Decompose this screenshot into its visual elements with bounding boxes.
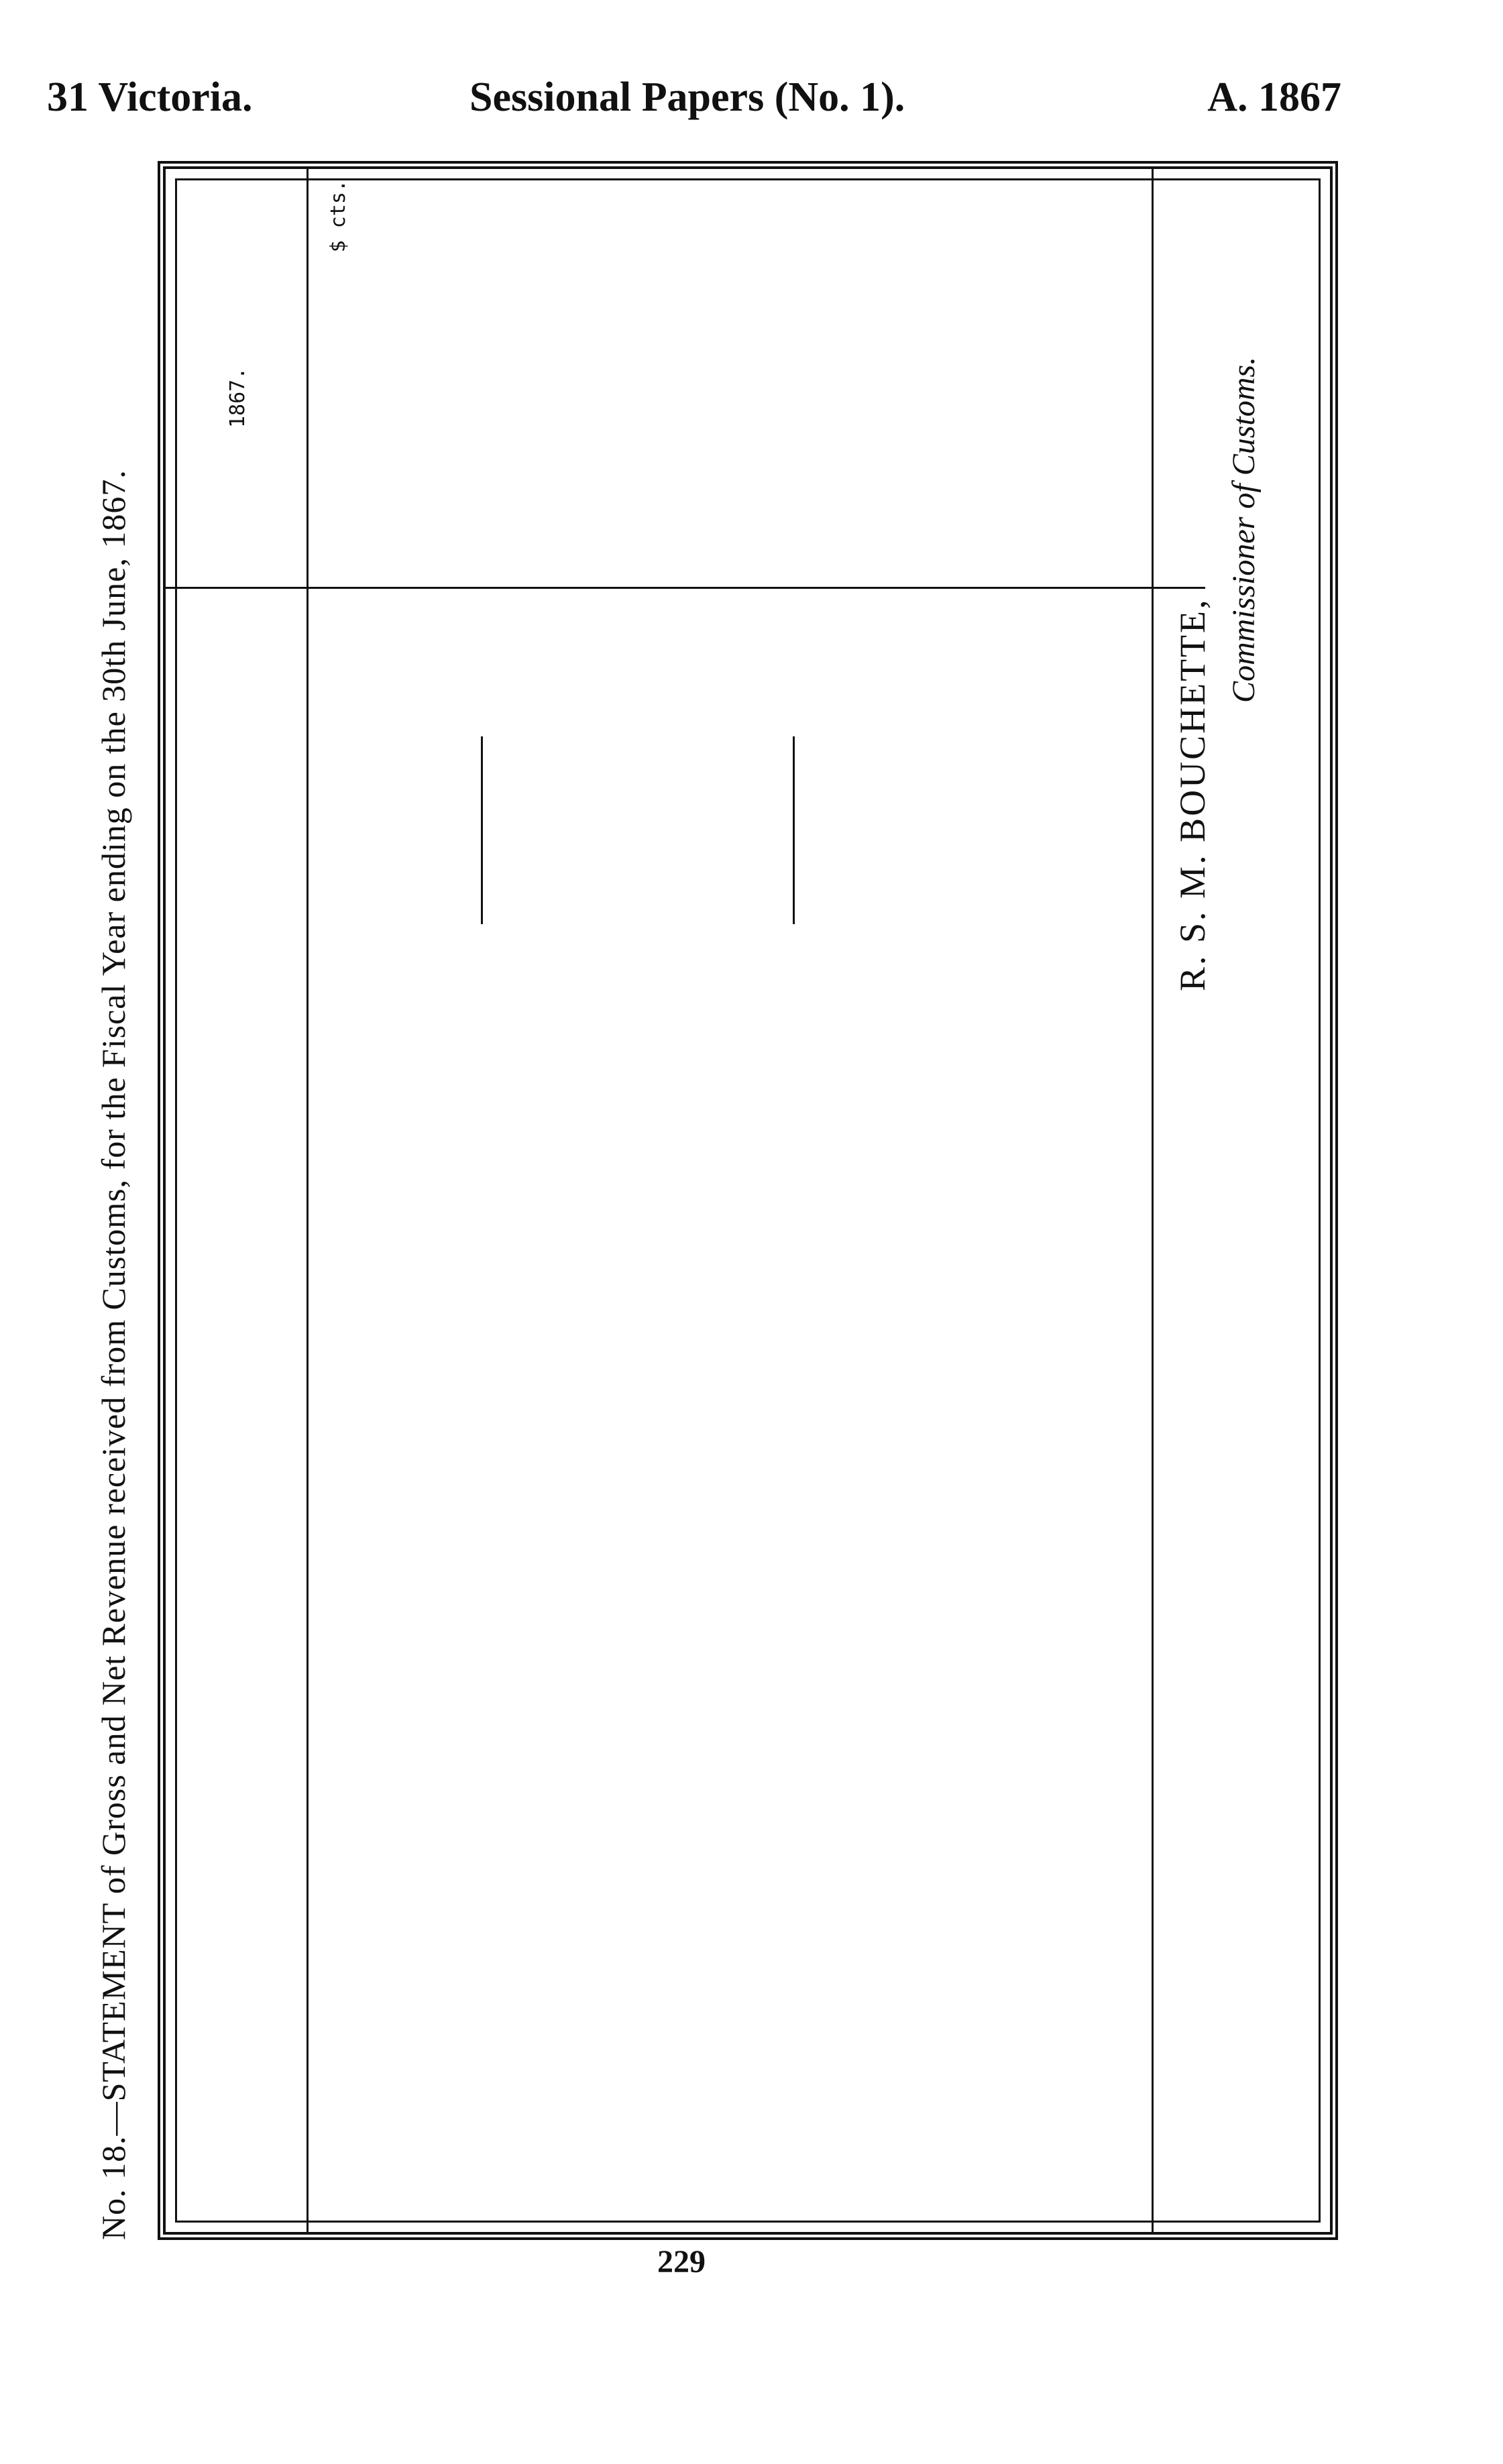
signature-row-rule: [1152, 169, 1154, 2232]
header-year: A. 1867: [1207, 74, 1341, 120]
page-number: 229: [657, 2244, 706, 2280]
currency-header: $ cts.: [327, 180, 350, 253]
rotated-statement: [94, 161, 1355, 2240]
statement-table: [158, 161, 1338, 2240]
year-header: 1867.: [226, 367, 249, 428]
statement-title: No. 18.—STATEMENT of Gross and Net Revenue received from Customs, for the Fiscal Year ending on the 30th June, 1867.: [95, 469, 132, 2240]
subtotal-rule: [793, 736, 795, 924]
header-papers: Sessional Papers (No. 1).: [469, 74, 905, 120]
subtotal-rule: [481, 736, 483, 924]
signature-name: R. S. M. BOUCHETTE,: [1172, 598, 1213, 991]
page-header: [40, 74, 1341, 127]
header-row-rule: [307, 169, 309, 2232]
signature-title: Commissioner of Customs.: [1226, 356, 1262, 703]
amount-column-rule-lower: [307, 587, 1152, 589]
header-session: 31 Victoria.: [47, 74, 253, 120]
